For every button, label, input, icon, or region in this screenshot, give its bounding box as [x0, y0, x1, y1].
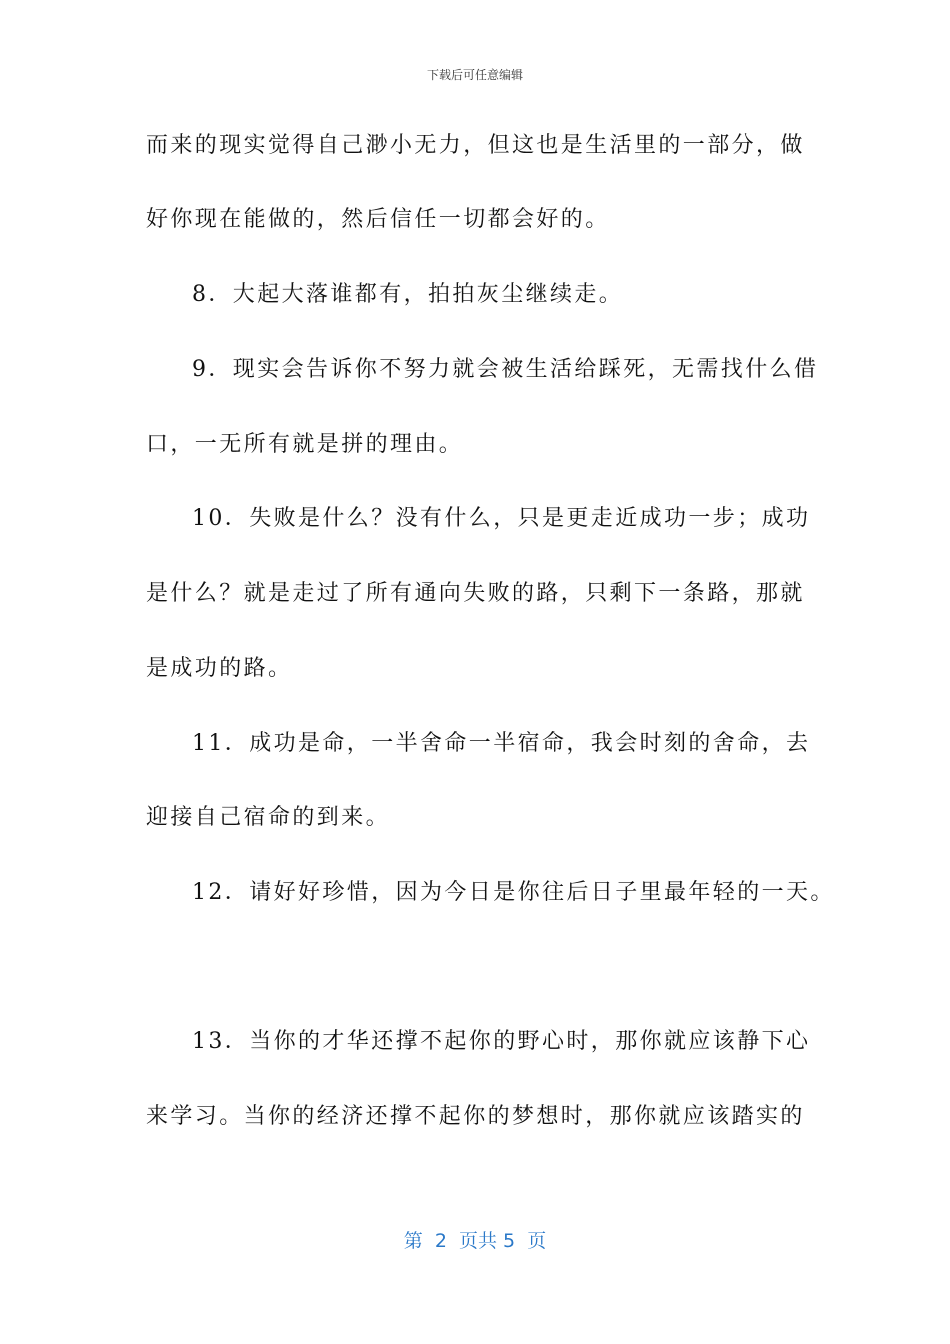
body-line: 是成功的路。	[146, 656, 293, 681]
list-item-9: 9．现实会告诉你不努力就会被生活给踩死，无需找什么借	[192, 357, 819, 382]
body-line: 而来的现实觉得自己渺小无力，但这也是生活里的一部分，做	[146, 133, 805, 158]
list-item-13: 13．当你的才华还撑不起你的野心时，那你就应该静下心	[192, 1029, 811, 1054]
list-item-12: 12．请好好珍惜，因为今日是你往后日子里最年轻的一天。	[192, 880, 835, 905]
body-line: 来学习。当你的经济还撑不起你的梦想时，那你就应该踏实的	[146, 1104, 805, 1129]
body-line: 迎接自己宿命的到来。	[146, 805, 391, 830]
list-item-11: 11．成功是命，一半舍命一半宿命，我会时刻的舍命，去	[192, 731, 811, 756]
page-header: 下载后可任意编辑	[426, 68, 523, 82]
list-item-10: 10．失败是什么？没有什么，只是更走近成功一步；成功	[192, 506, 811, 531]
page-number-footer: 第 2 页共 5 页	[403, 1230, 547, 1252]
body-line: 好你现在能做的，然后信任一切都会好的。	[146, 207, 610, 232]
list-item-8: 8．大起大落谁都有，拍拍灰尘继续走。	[192, 282, 624, 307]
body-line: 口，一无所有就是拼的理由。	[146, 432, 464, 457]
body-line: 是什么？就是走过了所有通向失败的路，只剩下一条路，那就	[146, 581, 805, 606]
